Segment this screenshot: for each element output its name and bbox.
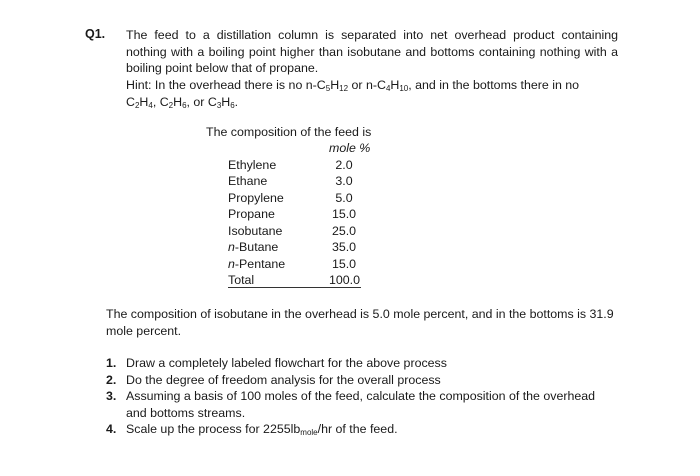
task-number: 4.	[106, 422, 117, 436]
total-label: Total	[228, 273, 255, 287]
composition-row	[228, 191, 368, 207]
composition-title: The composition of the feed is	[206, 125, 372, 139]
composition-row	[228, 257, 368, 273]
question-hint: Hint: In the overhead there is no $n-C_5H_{12}$ or $n-C_4H_{10}$, and in the bottoms there in no $C_2H_4$, $C_2H_6$, or $C_3H_6$.	[126, 78, 580, 110]
component-value: 3.0	[335, 174, 353, 188]
composition-row	[228, 174, 368, 190]
task-number: 1.	[106, 356, 117, 370]
task-item	[106, 372, 618, 389]
task-list	[106, 355, 618, 438]
task-text: Draw a completely labeled flowchart for the above process	[126, 356, 447, 370]
task-number: 3.	[106, 389, 117, 403]
task-text: Do the degree of freedom analysis for the overall process	[126, 372, 441, 387]
composition-row	[228, 240, 368, 256]
component-name: n-Butane	[228, 240, 279, 254]
component-value: 25.0	[331, 224, 357, 238]
component-value: 35.0	[331, 240, 357, 254]
question-intro: The feed to a distillation column is separated into net overhead product containing nothing with a boiling point higher than isobutane and bottoms containing nothing with a boiling point below that of propane.	[126, 28, 618, 75]
component-value: 2.0	[335, 158, 353, 172]
component-value: 5.0	[335, 191, 353, 205]
total-underline	[228, 287, 361, 288]
component-name: Ethane	[228, 174, 268, 188]
component-name: n-Pentane	[228, 257, 286, 271]
component-name: Isobutane	[228, 224, 283, 238]
composition-row	[228, 224, 368, 240]
composition-row	[228, 158, 368, 174]
task-item	[106, 421, 618, 438]
component-value: 15.0	[331, 257, 357, 271]
component-name: Propane	[228, 207, 275, 221]
component-name: Ethylene	[228, 158, 277, 172]
task-text: Assuming a basis of 100 moles of the feed, calculate the composition of the overhead and bottoms streams.	[126, 389, 596, 420]
question-number: Q1.	[85, 27, 106, 41]
mole-percent-header: mole %	[329, 141, 371, 155]
task-number: 2.	[106, 372, 117, 387]
isobutane-result-text: The composition of isobutane in the overhead is 5.0 mole percent, and in the bottoms is 31.9 mole percent.	[106, 307, 614, 338]
component-name: Propylene	[228, 191, 284, 205]
total-value: 100.0	[329, 273, 361, 287]
task-item	[106, 355, 618, 372]
component-value: 15.0	[331, 207, 357, 221]
composition-row	[228, 207, 368, 223]
task-item	[106, 388, 618, 421]
task-text: Scale up the process for $2255lb_{mole}/hr$ of the feed.	[126, 422, 398, 437]
